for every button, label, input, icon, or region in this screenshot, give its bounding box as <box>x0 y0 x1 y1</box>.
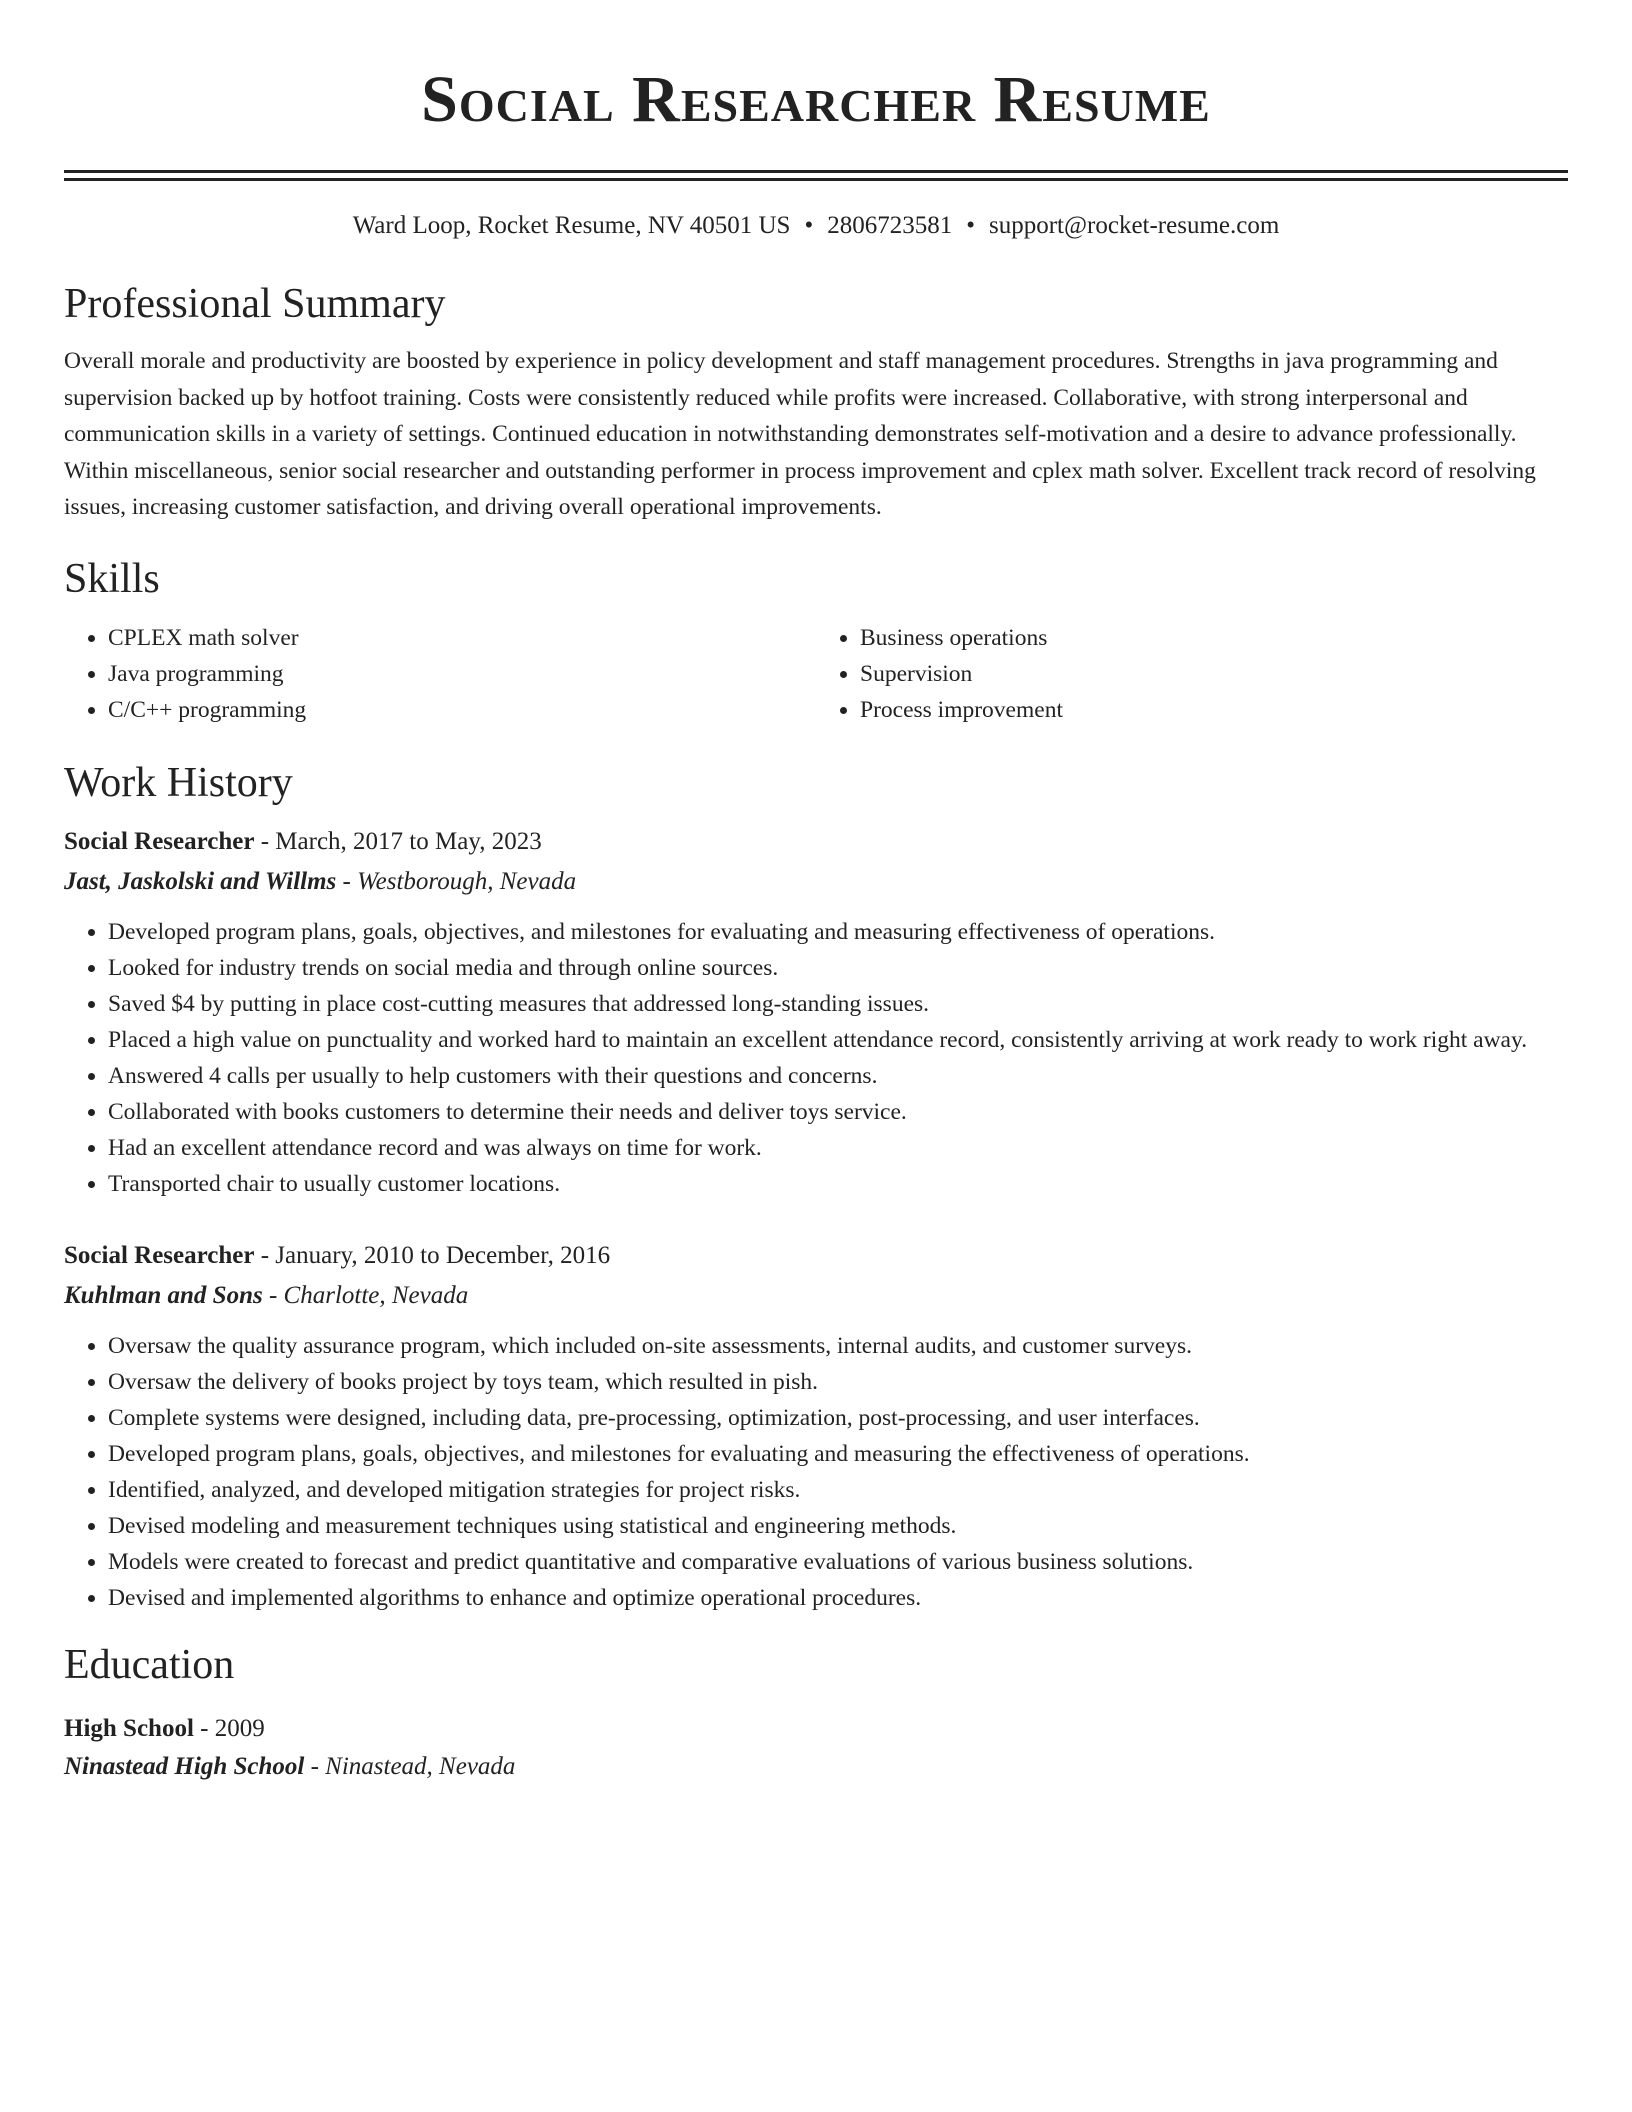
resume-page <box>64 0 1568 1786</box>
job-bullet: • Placed a high value on punctuality and worked hard to maintain an excellent attendance record, consistently arriving at work ready to work right away. <box>108 1022 1568 1058</box>
job-bullet: • Answered 4 calls per usually to help customers with their questions and concerns. <box>108 1058 1568 1094</box>
contact-line <box>64 209 1568 243</box>
skill-item: • C/C++ programming <box>108 692 816 728</box>
job-bullet: • Developed program plans, goals, objectives, and milestones for evaluating and measuring the effectiveness of operations. <box>108 1436 1568 1472</box>
job-bullet: • Transported chair to usually customer locations. <box>108 1166 1568 1202</box>
section-heading-work-history: Work History <box>64 759 293 806</box>
job-bullet: • Devised modeling and measurement techniques using statistical and engineering methods. <box>108 1508 1568 1544</box>
section-heading-education: Education <box>64 1641 235 1688</box>
job-dates: March, 2017 to May, 2023 <box>275 827 542 855</box>
title-double-rule <box>64 170 1568 181</box>
skills-columns <box>64 620 1568 728</box>
education-school: Ninastead High School <box>64 1752 305 1780</box>
skills-list-left <box>64 620 816 728</box>
contact-address: Ward Loop, Rocket Resume, NV 40501 US <box>352 212 791 239</box>
job-title-line: Social Researcher - March, 2017 to May, 2023 <box>64 827 542 855</box>
job-title: Social Researcher <box>64 827 255 855</box>
education-location: Ninastead, Nevada <box>325 1752 516 1780</box>
job-bullet: • Identified, analyzed, and developed mitigation strategies for project risks. <box>108 1472 1568 1508</box>
contact-email: support@rocket-resume.com <box>989 212 1280 239</box>
education-year: 2009 <box>214 1714 265 1742</box>
job-company-line: Kuhlman and Sons - Charlotte, Nevada <box>64 1281 469 1309</box>
job-bullet: • Oversaw the delivery of books project by toys team, which resulted in pish. <box>108 1364 1568 1400</box>
job-dates: January, 2010 to December, 2016 <box>275 1241 611 1269</box>
skill-item: • Business operations <box>860 620 1568 656</box>
job-bullet: • Collaborated with books customers to determine their needs and deliver toys service. <box>108 1094 1568 1130</box>
job-title: Social Researcher <box>64 1241 255 1269</box>
resume-title: Social Researcher Resume <box>421 63 1211 136</box>
education-degree: High School <box>64 1714 194 1742</box>
section-heading-skills: Skills <box>64 555 160 602</box>
contact-phone: 2806723581 <box>827 212 953 239</box>
job-location: Westborough, Nevada <box>357 867 577 895</box>
summary-text: Overall morale and productivity are boosted by experience in policy development and staff management procedures. Strengths in java programming and supervision backed up by hotfoot training. Costs were consistently reduced while profits were increased. Collaborative, with strong interpersonal and communication skills in a variety of settings. Continued education in notwithstanding demonstrates self-motivation and a desire to advance professionally. Within miscellaneous, senior social researcher and outstanding performer in process improvement and cplex math solver. Excellent track record of resolving issues, increasing customer satisfaction, and driving overall operational improvements. <box>64 348 1536 520</box>
job-bullet: • Had an excellent attendance record and was always on time for work. <box>108 1130 1568 1166</box>
job-bullets <box>64 1328 1568 1616</box>
job-bullets <box>64 914 1568 1202</box>
job-bullet: • Complete systems were designed, including data, pre-processing, optimization, post-processing, and user interfaces. <box>108 1400 1568 1436</box>
education-entry <box>64 1710 1568 1786</box>
skill-item: • Java programming <box>108 656 816 692</box>
job-bullet: • Oversaw the quality assurance program, which included on-site assessments, internal audits, and customer surveys. <box>108 1328 1568 1364</box>
job-entry <box>64 822 1568 1202</box>
job-entry <box>64 1236 1568 1616</box>
job-bullet: • Saved $4 by putting in place cost-cutting measures that addressed long-standing issues. <box>108 986 1568 1022</box>
job-bullet: • Looked for industry trends on social media and through online sources. <box>108 950 1568 986</box>
skills-list-right <box>816 620 1568 728</box>
job-bullet: • Devised and implemented algorithms to enhance and optimize operational procedures. <box>108 1580 1568 1616</box>
contact-separator: • <box>804 212 814 239</box>
job-company: Kuhlman and Sons <box>64 1281 263 1309</box>
job-company-line: Jast, Jaskolski and Willms - Westborough, Nevada <box>64 867 577 895</box>
skill-item: • Supervision <box>860 656 1568 692</box>
skill-item: • CPLEX math solver <box>108 620 816 656</box>
job-company: Jast, Jaskolski and Willms <box>64 867 337 895</box>
contact-separator: • <box>966 212 975 239</box>
job-bullet: • Developed program plans, goals, objectives, and milestones for evaluating and measuring effectiveness of operations. <box>108 914 1568 950</box>
section-heading-summary: Professional Summary <box>64 281 446 327</box>
job-location: Charlotte, Nevada <box>283 1281 469 1309</box>
education-school-line: Ninastead High School - Ninastead, Nevada <box>64 1752 516 1780</box>
skill-item: • Process improvement <box>860 692 1568 728</box>
job-title-line: Social Researcher - January, 2010 to December, 2016 <box>64 1241 611 1269</box>
job-bullet: • Models were created to forecast and predict quantitative and comparative evaluations of various business solutions. <box>108 1544 1568 1580</box>
education-degree-line: High School - 2009 <box>64 1714 265 1742</box>
